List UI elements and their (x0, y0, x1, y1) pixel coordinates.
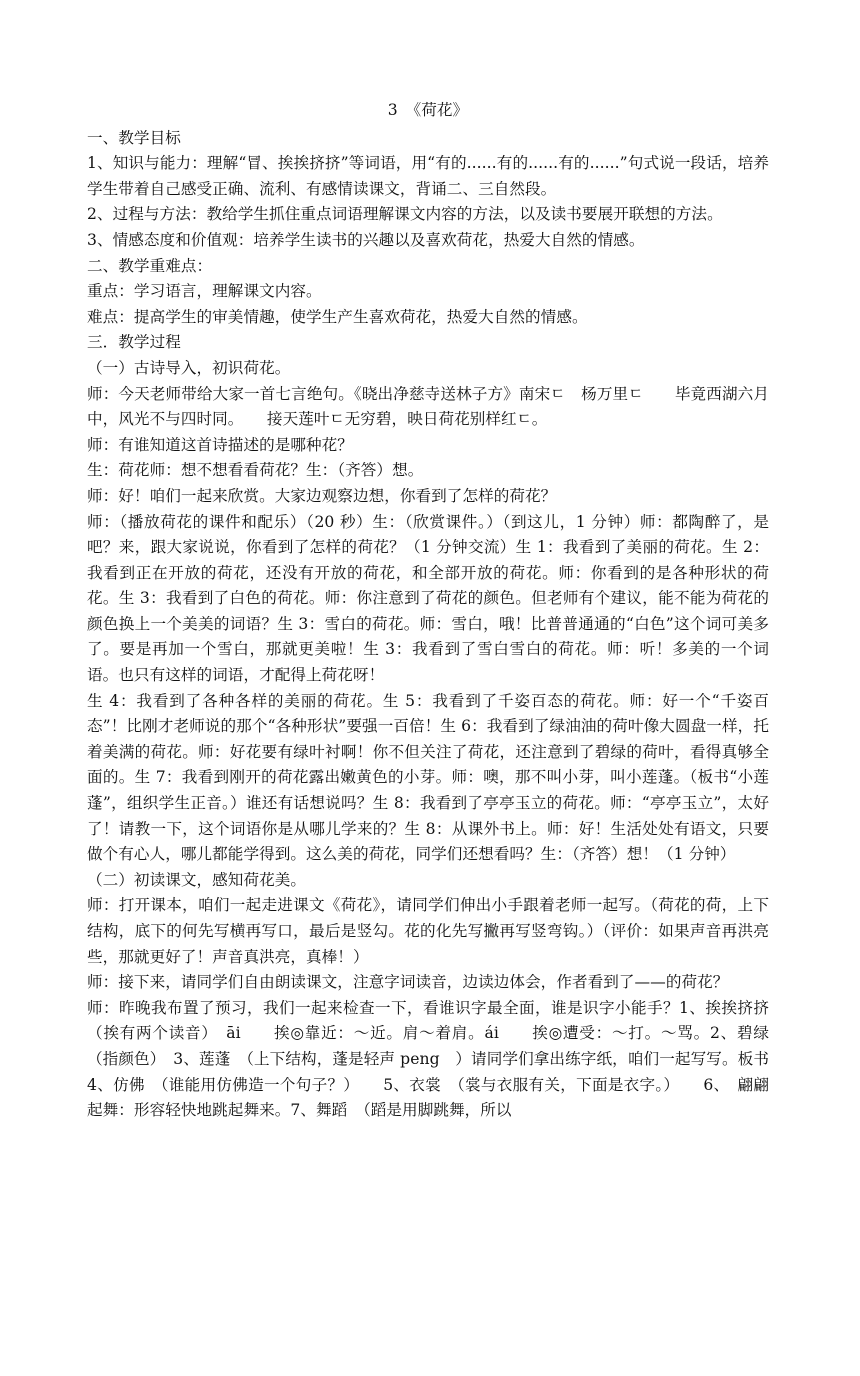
paragraph: 师：接下来，请同学们自由朗读课文，注意字词读音，边读边体会，作者看到了——的荷花？ (87, 973, 729, 992)
paragraph: 师：今天老师带给大家一首七言绝句。《晓出净慈寺送林子方》南宋ㄷ 杨万里ㄷ 毕竟西湖六月中，风光不与四时同。 接天莲叶ㄷ无穷碧，映日荷花别样红ㄷ。 (87, 384, 769, 429)
paragraph: 师：有谁知道这首诗描述的是哪种花？ (87, 435, 353, 454)
paragraph: 难点：提高学生的审美情趣，使学生产生喜欢荷花，热爱大自然的情感。 (87, 307, 588, 326)
paragraph: 生 4：我看到了各种各样的美丽的荷花。生 5：我看到了千姿百态的荷花。师：好一个“千姿百态”！比刚才老师说的那个“各种形状”要强一百倍！生 6：我看到了绿油油的荷叶像大圆盘一样，托着美满的荷花。师：好花要有绿叶衬啊！你不但关注了荷花，还注意到了碧绿的荷叶，看得真够全面的。生 7：我看到刚开的荷花露出嫩黄色的小芽。师：噢，那不叫小芽，叫小莲蓬。（板书“小莲蓬”，组织学生正音。）谁还有话想说吗？生 8：我看到了亭亭玉立的荷花。师：“亭亭玉立”，太好了！请教一下，这个词语你是从哪儿学来的？生 8：从课外书上。师：好！生活处处有语文，只要做个有心人，哪儿都能学得到。这么美的荷花，同学们还想看吗？生：（齐答）想！（1 分钟） (87, 691, 769, 864)
section-heading-objectives: 一、教学目标 (87, 128, 181, 147)
paragraph: 师：打开课本，咱们一起走进课文《荷花》，请同学们伸出小手跟着老师一起写。（荷花的荷，上下结构，底下的何先写横再写口，最后是竖勾。花的化先写撇再写竖弯钩。）（评价：如果声音再洪亮些，那就更好了！声音真洪亮，真棒！） (87, 896, 769, 966)
document-title: 3 《荷花》 (387, 101, 469, 119)
paragraph: 生：荷花师：想不想看看荷花？生：（齐答）想。 (87, 461, 424, 480)
paragraph: 师：（播放荷花的课件和配乐）（20 秒）生：（欣赏课件。）（到这儿，1 分钟）师：都陶醉了，是吧？来，跟大家说说，你看到了怎样的荷花？（1 分钟交流）生 1：我看到了美丽的荷花。生 2：我看到正在开放的荷花，还没有开放的荷花，和全部开放的荷花。师：你看到的是各种形状的荷花。生 3：我看到了白色的荷花。师：你注意到了荷花的颜色。但老师有个建议，能不能为荷花的颜色换上一个美美的词语？生 3：雪白的荷花。师：雪白，哦！比普普通通的“白色”这个词可美多了。要是再加一个雪白，那就更美啦！生 3：我看到了雪白雪白的荷花。师：听！多美的一个词语。也只有这样的词语，才配得上荷花呀！ (87, 512, 769, 685)
paragraph: 师：好！咱们一起来欣赏。大家边观察边想，你看到了怎样的荷花？ (87, 486, 557, 505)
paragraph: 1、知识与能力：理解“冒、挨挨挤挤”等词语，用“有的......有的......有的......”句式说一段话，培养学生带着自己感受正确、流利、有感情读课文，背诵二、三自然段。 (87, 154, 769, 198)
paragraph: 3、情感态度和价值观：培养学生读书的兴趣以及喜欢荷花，热爱大自然的情感。 (87, 230, 645, 249)
paragraph: 重点：学习语言，理解课文内容。 (87, 282, 322, 301)
section-heading-key-points: 二、教学重难点： (87, 256, 213, 275)
subsection-heading: （二）初读课文，感知荷花美。 (87, 870, 307, 889)
subsection-heading: （一）古诗导入，初识荷花。 (87, 358, 291, 377)
section-heading-process: 三．教学过程 (87, 333, 181, 352)
document-page (87, 98, 769, 1124)
paragraph: 师：昨晚我布置了预习，我们一起来检查一下，看谁识字最全面，谁是识字小能手？1、挨挨挤挤（挨有两个读音） āi 挨◎靠近：～近。肩～着肩。ái 挨◎遭受：～打。～骂。2、碧绿（指颜色） 3、莲蓬 （上下结构，蓬是轻声 peng ）请同学们拿出练字纸，咱们一起写写。板书 4、仿佛 （谁能用仿佛造一个句子？） 5、衣裳 （裳与衣服有关，下面是衣字。） 6、 翩翩起舞：形容轻快地跳起舞来。7、舞蹈 （蹈是用脚跳舞，所以 (87, 998, 769, 1120)
paragraph: 2、过程与方法：教给学生抓住重点词语理解课文内容的方法，以及读书要展开联想的方法。 (87, 205, 723, 224)
